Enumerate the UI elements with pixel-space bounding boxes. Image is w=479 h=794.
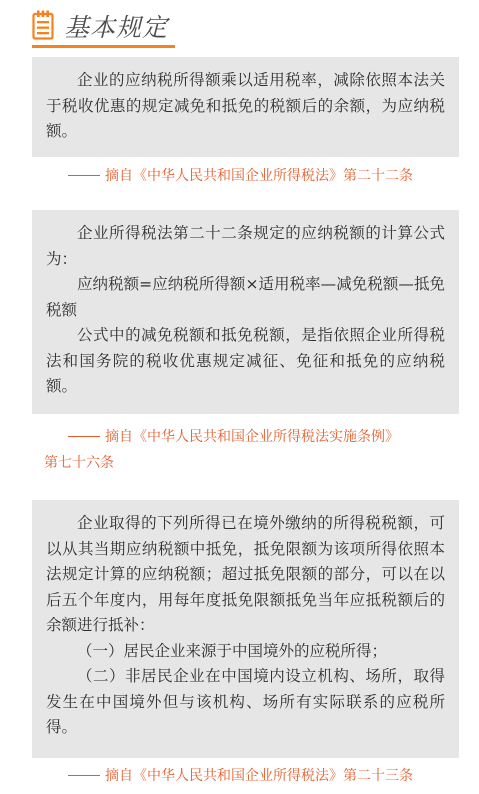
quote-list-item: （二）非居民企业在中国境内设立机构、场所，取得发生在中国境外但与该机构、场所有实际联系的应税所得。: [46, 667, 445, 736]
quote-formula: 应纳税额=应纳税所得额×适用税率—减免税额—抵免税额: [46, 275, 445, 319]
quote-box-2: [32, 210, 459, 414]
quote-paragraph: 公式中的减免税额和抵免税额，是指依照企业所得税法和国务院的税收优惠规定减征、免征和抵免的应纳税额。: [46, 326, 445, 395]
title-underline: [32, 45, 175, 48]
citation-dash: [68, 436, 100, 437]
source-citation-1: [68, 164, 413, 189]
citation-text: 摘自《中华人民共和国企业所得税法实施条例》: [105, 429, 399, 445]
quote-box-3: [32, 500, 459, 758]
quote-paragraph: 企业所得税法第二十二条规定的应纳税额的计算公式为：: [46, 224, 445, 268]
quote-paragraph: 企业的应纳税所得额乘以适用税率，减除依照本法关于税收优惠的规定减免和抵免的税额后的余额，为应纳税额。: [46, 71, 445, 140]
source-citation-2: [68, 425, 399, 450]
quote-box-1: [32, 57, 459, 157]
citation-dash: [68, 175, 100, 176]
citation-text: 摘自《中华人民共和国企业所得税法》第二十二条: [105, 168, 413, 184]
quote-list-item: （一）居民企业来源于中国境外的应税所得；: [77, 641, 388, 660]
notebook-icon: [32, 10, 54, 40]
section-header: [32, 4, 182, 48]
page-title: 基本规定: [64, 13, 169, 42]
citation-text: 摘自《中华人民共和国企业所得税法》第二十三条: [105, 768, 413, 784]
quote-paragraph: 企业取得的下列所得已在境外缴纳的所得税税额，可以从其当期应纳税额中抵免，抵免限额为该项所得依照本法规定计算的应纳税额；超过抵免限额的部分，可以在以后五个年度内，用每年度抵免限额抵免当年应抵税额后的余额进行抵补：: [46, 514, 445, 634]
citation-dash: [68, 775, 100, 776]
source-citation-3: [68, 764, 413, 789]
source-citation-2-cont: 第七十六条: [44, 455, 114, 471]
